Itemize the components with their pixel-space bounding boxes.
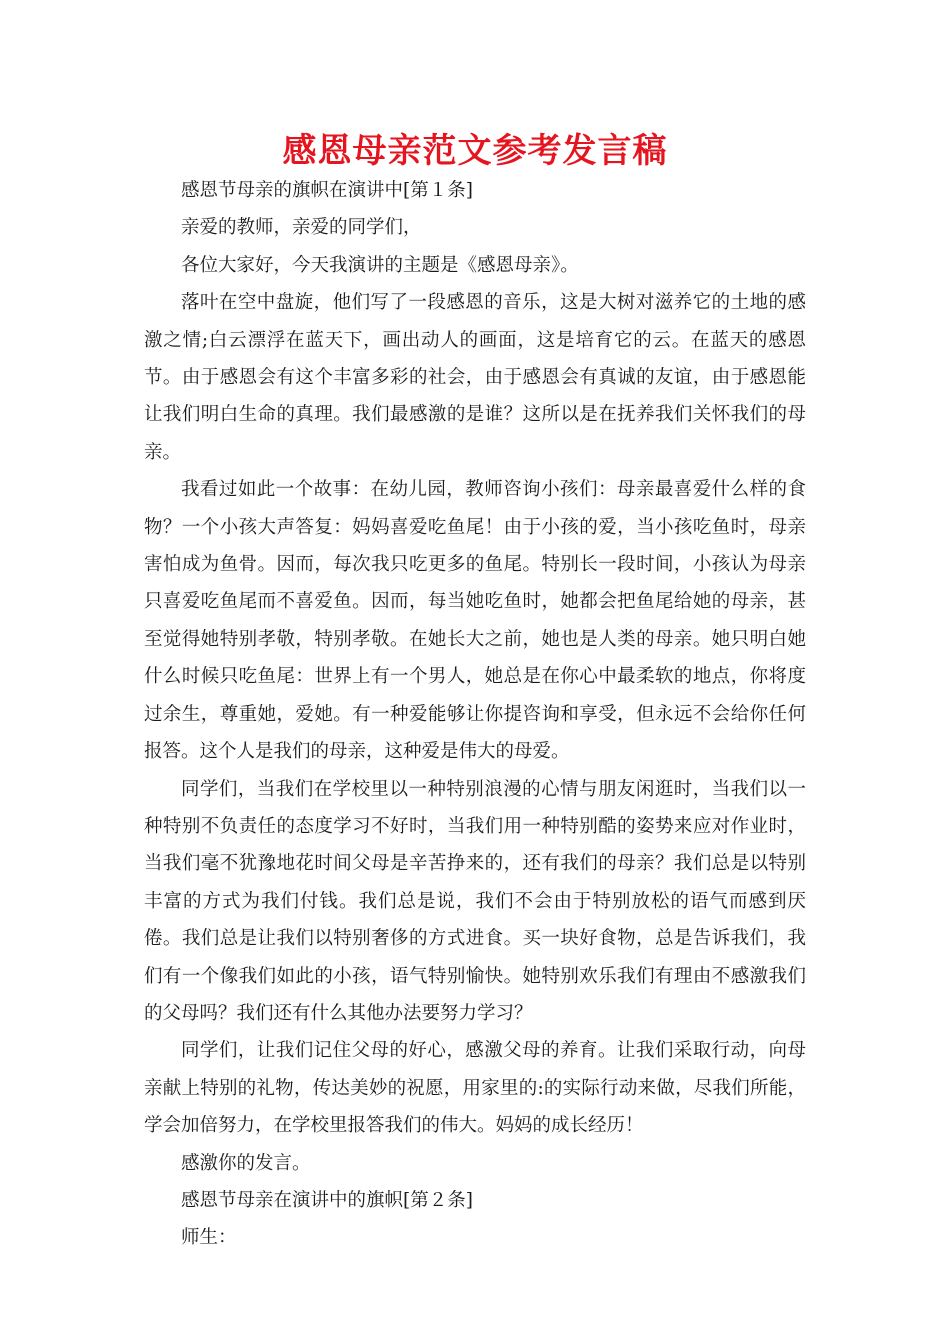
paragraph-1: 落叶在空中盘旋，他们写了一段感恩的音乐，这是大树对滋养它的土地的感激之情;白云漂浮在蓝天下，画出动人的画面，这是培育它的云。在蓝天的感恩节。由于感恩会有这个丰富多彩的社会，由于感恩会有真诚的友谊，由于感恩能让我们明白生命的真理。我们最感激的是谁？这所以是在抚养我们关怀我们的母亲。: [144, 292, 806, 463]
document-title: 感恩母亲范文参考发言稿: [282, 131, 668, 171]
section-heading-2: 感恩节母亲在演讲中的旗帜[第２条]: [181, 1189, 473, 1211]
section-heading-1: 感恩节母亲的旗帜在演讲中[第１条]: [181, 180, 473, 201]
salutation: 亲爱的教师，亲爱的同学们，: [181, 217, 422, 239]
paragraph-4: 同学们，让我们记住父母的好心，感激父母的养育。让我们采取行动，向母亲献上特别的礼物，传达美妙的祝愿，用家里的:的实际行动来做，尽我们所能，学会加倍努力，在学校里报答我们的伟大。妈妈的成长经历！: [144, 1040, 806, 1137]
intro-line: 各位大家好，今天我演讲的主题是《感恩母亲》。: [181, 254, 579, 276]
salutation-2: 师生：: [181, 1227, 237, 1249]
paragraph-3: 同学们，当我们在学校里以一种特别浪漫的心情与朋友闲逛时，当我们以一种特别不负责任的态度学习不好时，当我们用一种特别酷的姿势来应对作业时，当我们毫不犹豫地花时间父母是辛苦挣来的，还有我们的母亲？我们总是以特别丰富的方式为我们付钱。我们总是说，我们不会由于特别放松的语气而感到厌倦。我们总是让我们以特别奢侈的方式进食。买一块好食物，总是告诉我们，我们有一个像我们如此的小孩，语气特别愉快。她特别欢乐我们有理由不感激我们的父母吗？我们还有什么其他办法要努力学习？: [144, 778, 806, 1024]
closing-line: 感激你的发言。: [181, 1152, 311, 1174]
paragraph-2: 我看过如此一个故事：在幼儿园，教师咨询小孩们：母亲最喜爱什么样的食物？一个小孩大声答复：妈妈喜爱吃鱼尾！由于小孩的爱，当小孩吃鱼时，母亲害怕成为鱼骨。因而，每次我只吃更多的鱼尾。特别长一段时间，小孩认为母亲只喜爱吃鱼尾而不喜爱鱼。因而，每当她吃鱼时，她都会把鱼尾给她的母亲，甚至觉得她特别孝敬，特别孝敬。在她长大之前，她也是人类的母亲。她只明白她什么时候只吃鱼尾：世界上有一个男人，她总是在你心中最柔软的地点，你将度过余生，尊重她，爱她。有一种爱能够让你提咨询和享受，但永远不会给你任何报答。这个人是我们的母亲，这种爱是伟大的母爱。: [144, 479, 806, 763]
document-body: [144, 172, 806, 1257]
